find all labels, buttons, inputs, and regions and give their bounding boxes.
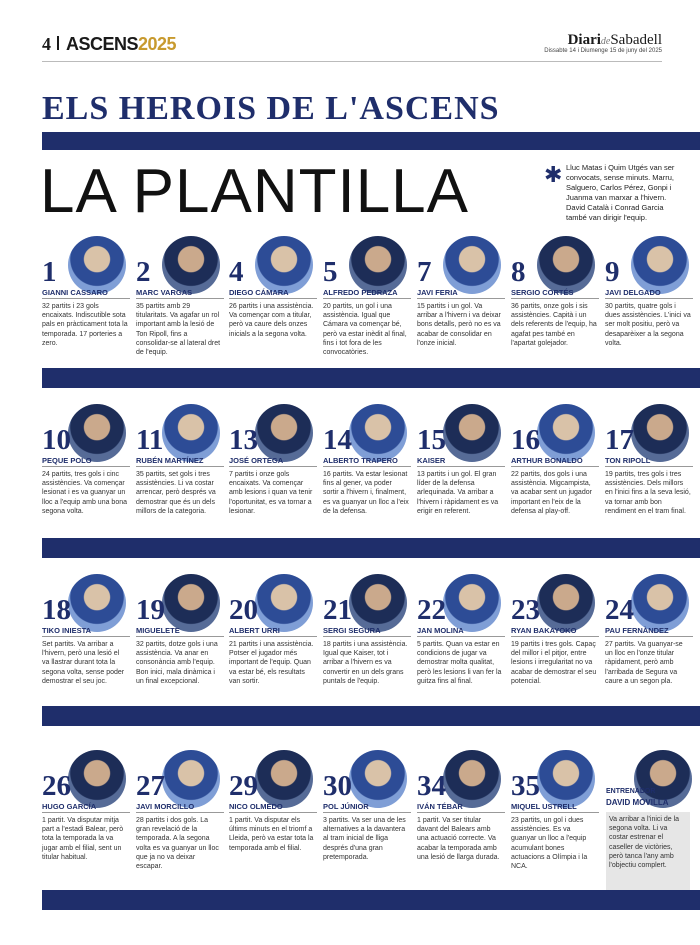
player-name: JAVI FERIA <box>417 288 458 297</box>
player-number: 10 <box>42 424 71 456</box>
player-name: POL JÚNIOR <box>323 802 369 811</box>
player-photo <box>537 236 595 294</box>
player-number: 4 <box>229 256 244 288</box>
player-name: SERGI SEGURA <box>323 626 381 635</box>
card-rule <box>229 466 317 467</box>
card-rule <box>42 636 130 637</box>
player-number: 13 <box>229 424 258 456</box>
player-description: 19 partits, tres gols i tres assistències. Dels millors en l'inici fins a la seva lesió, va tornar amb bon rendiment en el tram final. <box>605 471 691 515</box>
player-description: 13 partits i un gol. El gran líder de la defensa arlequinada. Va arribar a l'hivern i ràpidament es va erigir en referent. <box>417 471 499 515</box>
player-photo <box>162 236 220 294</box>
player-name: KAISER <box>417 456 446 465</box>
asterisk-icon: ✱ <box>544 162 563 187</box>
player-description: 35 partits, set gols i tres assistències. Li va costar arrencar, però després va demostrar que és un dels millors de la categoria. <box>136 471 216 515</box>
player-name: PAU FERNÀNDEZ <box>605 626 669 635</box>
player-number: 30 <box>323 770 352 802</box>
player-description: 36 partits, onze gols i sis assistències. Capità i un dels referents de l'equip, ha agafat pes també en l'apartat golejador. <box>511 303 597 347</box>
player-description: 19 partits i tres gols. Capaç del millor i el pitjor, entre lesions i irregularitat no va acabar de demostrar el seu potencial. <box>511 641 597 685</box>
player-photo <box>443 404 501 462</box>
player-number: 1 <box>42 256 57 288</box>
player-photo <box>631 404 689 462</box>
player-photo <box>349 236 407 294</box>
player-name: MIGUELETE <box>136 626 180 635</box>
player-photo <box>68 236 126 294</box>
player-name: ALBERTO TRAPERO <box>323 456 398 465</box>
card-rule <box>511 812 599 813</box>
player-description: 5 partits. Quan va estar en condicions de jugar va demostrar molta qualitat, però les lesions li van fer la guitza fins al final. <box>417 641 502 685</box>
card-rule <box>605 298 693 299</box>
player-number: 5 <box>323 256 338 288</box>
card-rule <box>229 812 317 813</box>
player-photo <box>443 574 501 632</box>
newspaper-logo: DiarideSabadell <box>567 32 662 48</box>
player-name: DIEGO CÁMARA <box>229 288 289 297</box>
issue-date: Dissabte 14 i Diumenge 15 de juny del 2025 <box>544 48 662 54</box>
card-rule <box>417 298 505 299</box>
player-name: JAN MOLINA <box>417 626 464 635</box>
navy-band <box>42 890 700 910</box>
coach-description: Va arribar a l'inici de la segona volta. Li va costar estrenar el caseller de victòries, però tanca l'any amb l'objectiu complert. <box>606 812 690 890</box>
player-number: 34 <box>417 770 446 802</box>
card-rule <box>511 298 599 299</box>
player-name: HUGO GARCÍA <box>42 802 97 811</box>
card-rule <box>136 298 224 299</box>
player-description: 7 partits i onze gols encaixats. Va començar amb lesions i quan va tenir l'oportunitat, es va tornar a lesionar. <box>229 471 313 515</box>
page-header <box>42 30 662 60</box>
player-description: 35 partits amb 29 titularitats. Va agafar un rol important amb la lesió de Ton Ripoll, fins a consolidar-se al lateral dret de l'equip. <box>136 303 221 357</box>
player-photo <box>255 404 313 462</box>
player-description: 15 partits i un gol. Va arribar a l'hivern i va deixar bons detalls, però no es va acabar de consolidar en l'onze inicial. <box>417 303 501 347</box>
player-name: JOSÉ ORTEGA <box>229 456 284 465</box>
player-number: 11 <box>136 424 164 456</box>
card-rule <box>417 466 505 467</box>
player-description: 1 partit. Va ser titular davant del Balears amb una actuació correcte. Va acabar la temporada amb una lesió de llarga durada. <box>417 817 500 861</box>
player-name: TON RIPOLL <box>605 456 651 465</box>
player-description: 32 partits i 23 gols encaixats. Indiscutible sota pals en pràcticament tota la temporada. 17 porteries a zero. <box>42 303 128 347</box>
player-number: 17 <box>605 424 634 456</box>
card-rule <box>605 466 693 467</box>
player-photo <box>631 574 689 632</box>
player-name: GIANNI CASSARO <box>42 288 108 297</box>
player-number: 29 <box>229 770 258 802</box>
player-description: 20 partits, un gol i una assistència. Igual que Cámara va començar bé, però va estar inèdit al final, fins i tot fora de les convocatòries. <box>323 303 407 357</box>
card-rule <box>511 466 599 467</box>
player-number: 24 <box>605 594 634 626</box>
header-rule <box>42 61 662 62</box>
page-number: 4 <box>42 34 51 54</box>
navy-band <box>42 368 700 388</box>
player-name: RUBÉN MARTÍNEZ <box>136 456 204 465</box>
header-divider <box>57 36 59 50</box>
card-rule <box>323 636 411 637</box>
player-name: ARTHUR BONALDO <box>511 456 583 465</box>
feature-title: LA PLANTILLA <box>40 157 470 226</box>
player-photo <box>537 750 595 808</box>
section-year: 2025 <box>138 34 177 54</box>
player-description: 23 partits, un gol i dues assistències. Es va guanyar un lloc a l'equip acumulant bones actuacions a Olímpia i la NCA. <box>511 817 588 871</box>
card-rule <box>511 636 599 637</box>
player-number: 14 <box>323 424 352 456</box>
player-name: MARC VARGAS <box>136 288 193 297</box>
player-description: 22 partits, dos gols i una assistència. Migcampista, va acabar sent un jugador important en l'eix de la defensa al play-off. <box>511 471 592 515</box>
player-description: 32 partits, dotze gols i una assistència. Va anar en consonància amb l'equip. Bon inici, mala dinàmica i un final excepcional. <box>136 641 218 685</box>
player-photo <box>68 574 126 632</box>
player-name: JAVI DELGADO <box>605 288 661 297</box>
player-description: 26 partits i una assistència. Va començar com a titular, però va caure dels onzes inicials a la segona volta. <box>229 303 314 338</box>
player-number: 23 <box>511 594 540 626</box>
player-name: IVÁN TÉBAR <box>417 802 463 811</box>
player-photo <box>349 404 407 462</box>
player-photo <box>162 750 220 808</box>
card-rule <box>42 812 130 813</box>
squad-note: Lluc Matas i Quim Utgés van ser convocats, sense minuts. Marru, Salguero, Carlos Pérez, Gonpi i Juanma van marxar a l'hivern. David Català i Conrad Garcia també van dirigir l'equip. <box>566 163 675 222</box>
card-rule <box>323 466 411 467</box>
player-number: 35 <box>511 770 540 802</box>
player-number: 20 <box>229 594 258 626</box>
player-description: 16 partits. Va estar lesionat fins al gener, va poder sortir a l'hivern i, finalment, es va guanyar un lloc a l'eix de la defensa. <box>323 471 409 515</box>
player-photo <box>349 750 407 808</box>
player-name: TIKO INIESTA <box>42 626 92 635</box>
navy-band <box>42 538 700 558</box>
player-number: 22 <box>417 594 446 626</box>
player-photo <box>537 404 595 462</box>
player-photo <box>68 750 126 808</box>
player-name: NICO OLMEDO <box>229 802 283 811</box>
player-number: 27 <box>136 770 165 802</box>
player-description: 30 partits, quatre gols i dues assistències. L'inici va ser molt positiu, però va desaparèixer a la segona volta. <box>605 303 691 347</box>
player-number: 7 <box>417 256 432 288</box>
player-number: 18 <box>42 594 71 626</box>
player-photo <box>255 750 313 808</box>
navy-band <box>42 132 700 150</box>
player-description: 24 partits, tres gols i cinc assistències. Va començar lesionat i es va guanyar un lloc a l'equip amb una bona segona volta. <box>42 471 128 515</box>
player-photo <box>631 236 689 294</box>
player-description: 28 partits i dos gols. La gran revelació de la temporada. A la segona volta es va guanyar un lloc que ja no va deixar escapar. <box>136 817 219 871</box>
player-photo <box>255 574 313 632</box>
card-rule <box>136 812 224 813</box>
section-label: ASCENS <box>66 34 139 54</box>
card-rule <box>42 298 130 299</box>
player-name: ALFREDO PEDRAZA <box>323 288 398 297</box>
player-description: Set partits. Va arribar a l'hivern, però una lesió el va llastrar durant tota la segona volta, sense poder demostrar el seu joc. <box>42 641 125 685</box>
card-rule <box>417 812 505 813</box>
player-name: RYAN BAKAYOKO <box>511 626 577 635</box>
player-photo <box>349 574 407 632</box>
coach-name: DAVID MOVILLA <box>606 798 669 807</box>
player-photo <box>68 404 126 462</box>
player-description: 3 partits. Va ser una de les alternatives a la davantera al tram inicial de lliga després d'una gran pretemporada. <box>323 817 406 861</box>
feature-kicker: ELS HEROIS DE L'ASCENS <box>42 90 500 127</box>
player-number: 26 <box>42 770 71 802</box>
card-rule <box>323 298 411 299</box>
player-description: 27 partits. Va guanyar-se un lloc en l'onze titular ràpidament, però amb l'arribada de Segura va caure a un segon pla. <box>605 641 683 685</box>
player-description: 1 partit. Va disputar els últims minuts en el triomf a Lleida, però va estar tota la temporada amb el filial. <box>229 817 314 852</box>
card-rule <box>605 636 693 637</box>
player-photo <box>443 236 501 294</box>
player-photo <box>162 574 220 632</box>
coach-label: ENTRENADOR <box>606 788 656 795</box>
player-name: JAVI MORCILLO <box>136 802 195 811</box>
player-photo <box>537 574 595 632</box>
navy-band <box>42 706 700 726</box>
player-number: 8 <box>511 256 526 288</box>
player-description: 18 partits i una assistència. Igual que Kaiser, tot i arribar a l'hivern es va convertir en un dels grans puntals de l'equip. <box>323 641 408 685</box>
player-number: 15 <box>417 424 446 456</box>
card-rule <box>229 298 317 299</box>
card-rule <box>229 636 317 637</box>
player-description: 21 partits i una assistència. Potser el jugador més important de l'equip. Quan va estar bé, els resultats van sortir. <box>229 641 314 685</box>
player-name: SERGIO CORTÉS <box>511 288 574 297</box>
card-rule <box>136 636 224 637</box>
player-photo <box>255 236 313 294</box>
player-number: 2 <box>136 256 151 288</box>
section-title <box>66 34 176 55</box>
player-number: 21 <box>323 594 352 626</box>
player-description: 1 partit. Va disputar mitja part a l'estadi Balear, però tota la temporada la va jugar amb el filial, sent un titular habitual. <box>42 817 124 861</box>
card-rule <box>136 466 224 467</box>
card-rule <box>417 636 505 637</box>
player-name: PEQUE POLO <box>42 456 92 465</box>
player-photo <box>162 404 220 462</box>
player-photo <box>443 750 501 808</box>
player-name: MIQUEL USTRELL <box>511 802 577 811</box>
player-number: 16 <box>511 424 540 456</box>
card-rule <box>42 466 130 467</box>
player-name: ALBERT URRI <box>229 626 280 635</box>
player-number: 19 <box>136 594 165 626</box>
player-number: 9 <box>605 256 620 288</box>
card-rule <box>323 812 411 813</box>
